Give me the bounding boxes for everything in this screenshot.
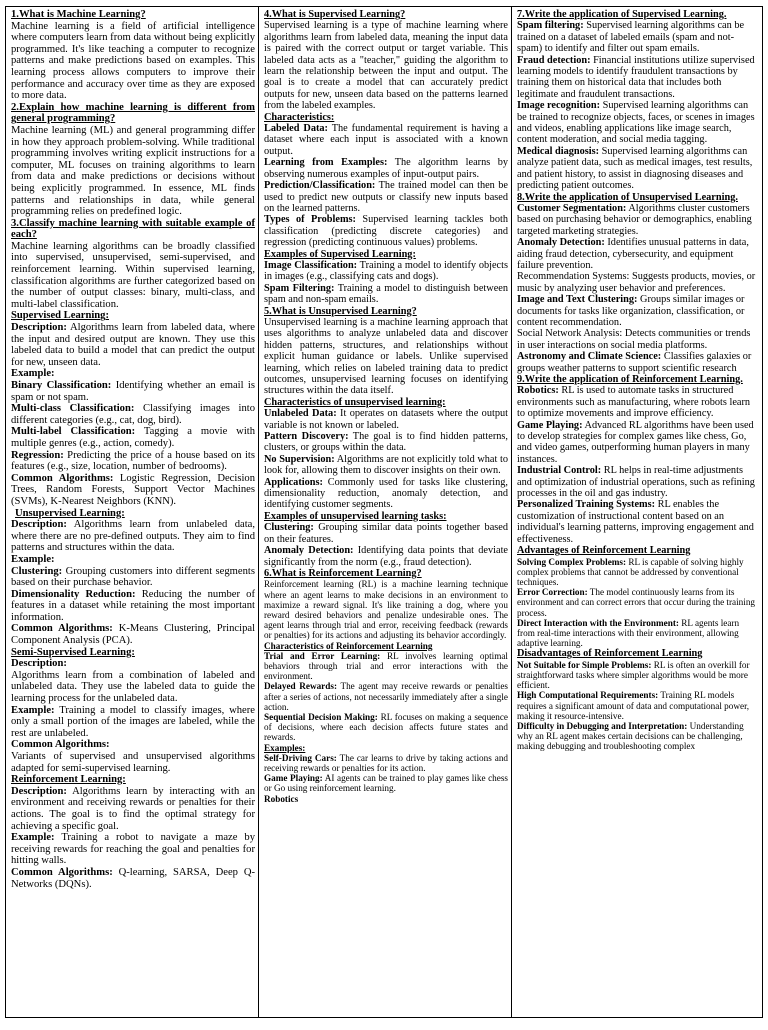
clustering-item: Clustering: Grouping similar data points together based on their features.: [264, 522, 508, 545]
q3-heading: 3.Classify machine learning with suitable example of each?: [11, 217, 255, 241]
disadvantages-heading: Disadvantages of Reinforcement Learning: [517, 648, 703, 660]
q5-heading: 5.What is Unsupervised Learning?: [264, 305, 417, 317]
advantage-item: Direct Interaction with the Environment: RL agents learn from real-time interactions with their environment, allowing adaptive learning.: [517, 617, 740, 649]
sequential-decision-item: Sequential Decision Making: RL focuses on making a sequence of decisions, where each decision affects future states and rewards.: [264, 711, 509, 743]
column-1: [6, 7, 259, 1017]
semi-description: Algorithms learn from a combination of labeled and unlabeled data. They use the labeled data to guide the learning process for the unlabeled data.: [11, 669, 255, 705]
personalized-training-app: Personalized Training Systems: RL enables the customization of instructional content based on an individual's learning patterns, improving engagement and effectiveness.: [517, 499, 754, 545]
unsupervised-description: Description: Algorithms learn from unlabeled data, where there are no pre-defined outputs. They aim to find patterns and structures within the data.: [11, 519, 255, 554]
advantage-item: Solving Complex Problems: RL is capable of solving highly complex problems that cannot be addressed by conventional techniques.: [517, 556, 744, 587]
q1-body: Machine learning is a field of artificial intelligence where computers learn from data without being explicitly programmed. It's like teaching a computer to recognize patterns and make predictions based on examples. This learning process allows computers to improve their performance and accuracy over time as they are exposed to more data.: [11, 20, 255, 102]
q1-heading: 1.What is Machine Learning?: [11, 9, 146, 20]
example-label: Example:: [11, 368, 55, 380]
supervised-heading: Supervised Learning:: [11, 310, 110, 322]
spam-filtering-app: Spam filtering: Supervised learning algorithms can be trained on a dataset of labeled emails (spam and not-spam) to identify and filter out spam emails.: [517, 20, 745, 55]
semi-supervised-heading: Semi-Supervised Learning:: [11, 646, 135, 658]
image-text-clustering-app: Image and Text Clustering: Groups similar images or documents for tasks like organization, classification, or content recommendation.: [517, 294, 745, 328]
examples-heading: Examples:: [264, 742, 306, 753]
unsup-examples-heading: Examples of unsupervised learning tasks:: [264, 510, 447, 522]
trial-error-item: Trial and Error Learning: RL involves learning optimal behaviors through trial and error interactions with the environment.: [264, 650, 508, 682]
industrial-control-app: Industrial Control: RL helps in real-time adjustments and optimization of industrial operations, such as refining processes in the oil and gas industry.: [517, 465, 755, 500]
q9-heading: 9.Write the application of Reinforcement Learning.: [517, 374, 743, 385]
pattern-discovery-item: Pattern Discovery: The goal is to find hidden patterns, clusters, or groups within the data.: [264, 431, 508, 454]
q6-heading: 6.What is Reinforcement Learning?: [264, 567, 422, 579]
applications-item: Applications: Commonly used for tasks like clustering, dimensionality reduction, anomaly detection, and identifying customer segments.: [264, 476, 508, 511]
rl-algorithms: Common Algorithms: Q-learning, SARSA, Deep Q-Networks (DQNs).: [11, 866, 256, 890]
regression-item: Regression: Predicting the price of a house based on its features (e.g., size, location, number of bedrooms).: [11, 449, 255, 473]
q4-heading: 4.What is Supervised Learning?: [264, 9, 406, 20]
semi-algorithms-label: Common Algorithms:: [11, 739, 110, 751]
rl-description: Description: Algorithms learn by interacting with an environment and receiving rewards or penalties for their actions. The goal is to find the optimal strategy for achieving a specific goal.: [11, 785, 255, 832]
medical-diagnosis-app: Medical diagnosis: Supervised learning algorithms can analyze patient data, such as medical images, test results, and patient history, to assist in diagnosing diseases and predicting patient outcomes.: [517, 145, 753, 192]
q7-heading: 7.Write the application of Supervised Learning.: [517, 9, 727, 20]
spam-filtering-item: Spam Filtering: Training a model to distinguish between spam and non-spam emails.: [264, 282, 508, 306]
dimred-item: Dimensionality Reduction: Reducing the number of features in a dataset while retaining the most important information.: [11, 588, 255, 623]
reinforcement-heading: Reinforcement Learning:: [11, 774, 126, 786]
semi-description-label: Description:: [11, 658, 67, 670]
astronomy-app: Astronomy and Climate Science: Classifies galaxies or groups weather patterns to support scientific research: [517, 351, 752, 374]
binary-item: Binary Classification: Identifying whether an email is spam or not spam.: [11, 380, 255, 403]
problem-types-item: Types of Problems: Supervised learning tackles both classification (predicting discrete categories) and regression (predicting continuous values) problems.: [264, 214, 508, 249]
supervised-description: Description: Algorithms learn from labeled data, where the input and desired output are known. They use this labeled data to build a model that can predict the output for new, unseen data.: [11, 322, 255, 368]
q8-heading: 8.Write the application of Unsupervised Learning.: [517, 191, 738, 203]
semi-example: Example: Training a model to classify images, where only a small portion of the images are labeled, while the rest are unlabeled.: [11, 704, 255, 739]
game-playing-app: Game Playing: Advanced RL algorithms have been used to develop strategies for complex games like chess, Go, and video games, outperforming human players in many instances.: [517, 419, 754, 465]
multilabel-item: Multi-label Classification: Tagging a movie with multiple genres (e.g., action, comedy).: [11, 426, 255, 449]
unsupervised-algorithms: Common Algorithms: K-Means Clustering, Principal Component Analysis (PCA).: [11, 623, 256, 647]
fraud-detection-app: Fraud detection: Financial institutions utilize supervised learning models to identify fraudulent transactions by training them on historical data that includes both legitimate and fraudulent transactions.: [517, 54, 755, 100]
column-3: [512, 7, 762, 1017]
advantage-item: Error Correction: The model continuously learns from its environment and can correct errors that occur during the training process.: [517, 587, 756, 618]
disadvantage-item: Difficulty in Debugging and Interpretation: Understanding why an RL agent makes certain decisions can be challenging, making debugging and troubleshooting complex: [517, 720, 744, 752]
multiclass-item: Multi-class Classification: Classifying images into different categories (e.g., cat, dog, bird).: [11, 403, 256, 426]
customer-segmentation-app: Customer Segmentation: Algorithms cluster customers based on purchasing behavior or demographics, enabling targeted marketing strategies.: [517, 202, 752, 237]
disadvantage-item: High Computational Requirements: Training RL models requires a significant amount of data and computational power, making it resource-intensive.: [517, 690, 750, 721]
q3-body: Machine learning algorithms can be broadly classified into supervised, unsupervised, semi-supervised, and reinforcement learning. Within supervised learning, classification algorithms are further categorized based on the number of output classes: binary, multi-class, and multi-label classification.: [11, 240, 255, 310]
q5-body: Unsupervised learning is a machine learning approach that uses algorithms to analyze unlabeled data and discover hidden patterns, structures, and relationships without explicit human guidance or labels. Unlike supervised learning, which relies on labeled training data to predict outcomes, unsupervised learning focuses on identifying structures within the data itself.: [264, 316, 508, 397]
column-2: [259, 7, 512, 1017]
labeled-data-item: Labeled Data: The fundamental requirement is having a dataset where each input is associated with a known output.: [264, 123, 508, 157]
semi-algorithms: Variants of supervised and unsupervised algorithms adapted for semi-supervised learning.: [11, 751, 255, 774]
game-playing-item: Game Playing: AI agents can be trained to play games like chess or Go using reinforcement learning.: [264, 773, 508, 794]
document-page: [5, 6, 763, 1018]
q2-body: Machine learning (ML) and general programming differ in how they approach problem-solving. While traditional programming involves writing explicit instructions for a computer, ML focuses on training algorithms to learn from data and make predictions or decisions without being explicitly programmed. In essence, ML finds patterns and relationships in data, while general programming relies on predefined logic.: [11, 124, 255, 218]
anomaly-detection-item: Anomaly Detection: Identifying data points that deviate significantly from the norm (e.g., fraud detection).: [264, 545, 509, 568]
rl-example: Example: Training a robot to navigate a maze by receiving rewards for reaching the goal and penalties for hitting walls.: [11, 832, 255, 867]
recommendation-systems-app: Recommendation Systems: Suggests products, movies, or music by analyzing user behavior and preferences.: [517, 271, 756, 294]
unlabeled-data-item: Unlabeled Data: It operates on datasets where the output variable is not known or labeled.: [264, 408, 508, 431]
supervised-examples-heading: Examples of Supervised Learning:: [264, 248, 416, 260]
social-network-app: Social Network Analysis: Detects communities or trends in user interactions on social media platforms.: [517, 328, 751, 351]
anomaly-detection-app: Anomaly Detection: Identifies unusual patterns in data, aiding fraud detection, cybersecurity, and equipment failure prevention.: [517, 237, 749, 271]
q2-heading: 2.Explain how machine learning is different from general programming?: [11, 101, 255, 125]
supervised-algorithms: Common Algorithms: Logistic Regression, Decision Trees, Random Forests, Support Vector Machines (SVMs), K-Nearest Neighbors (KNN).: [11, 472, 255, 507]
q4-body: Supervised learning is a type of machine learning where algorithms learn from labeled data, meaning the input data is paired with the correct output or target variable. This labeled data acts as a "teacher," guiding the algorithm to learn the relationship between the input and output. The goal is to create a model that can accurately predict outputs for new, unseen data based on the patterns learned from the labeled examples.: [264, 20, 508, 112]
example-label: Example:: [11, 553, 55, 565]
characteristics-heading: Characteristics:: [264, 111, 335, 123]
prediction-item: Prediction/Classification: The trained model can then be used to predict new outputs or classify new inputs based on the learned patterns.: [264, 180, 508, 214]
image-classification-item: Image Classification: Training a model to identify objects in images (e.g., classifying cats and dogs).: [264, 259, 508, 283]
rl-characteristics-heading: Characteristics of Reinforcement Learning: [264, 640, 433, 651]
clustering-item: Clustering: Grouping customers into different segments based on their purchase behavior.: [11, 565, 255, 589]
robotics-app: Robotics: RL is used to automate tasks in structured environments such as manufacturing, where robots learn to optimize movements and improve efficiency.: [517, 385, 751, 420]
robotics-label: Robotics: [264, 793, 299, 804]
learning-examples-item: Learning from Examples: The algorithm learns by observing numerous examples of input-output pairs.: [264, 157, 508, 180]
advantages-heading: Advantages of Reinforcement Learning: [517, 545, 691, 557]
unsup-characteristics-heading: Characteristics of unsupervised learning:: [264, 396, 446, 408]
image-recognition-app: Image recognition: Supervised learning algorithms can be trained to recognize objects, faces, or scenes in images and videos, enabling applications like image search, content moderation, and social media tagging.: [517, 100, 755, 146]
delayed-rewards-item: Delayed Rewards: The agent may receive rewards or penalties after a series of actions, not necessarily immediately after a single action.: [264, 681, 508, 712]
unsupervised-heading: Unsupervised Learning:: [15, 507, 125, 519]
no-supervision-item: No Supervision: Algorithms are not explicitly told what to look for, allowing them to discover insights on their own.: [264, 453, 508, 477]
self-driving-item: Self-Driving Cars: The car learns to drive by taking actions and receiving rewards or penalties for its action.: [264, 752, 509, 773]
disadvantage-item: Not Suitable for Simple Problems: RL is often an overkill for straightforward tasks where simpler algorithms would be more efficient.: [517, 659, 750, 691]
q6-body: Reinforcement learning (RL) is a machine learning technique where an agent learns to make decisions in an environment to maximize a reward signal. It's like training a dog, where you reward desired behaviors and penalize undesirable ones. The agent learns through trial and error, receiving feedback (rewards or penalties) for its actions and adjusting its behavior accordingly.: [264, 579, 508, 641]
